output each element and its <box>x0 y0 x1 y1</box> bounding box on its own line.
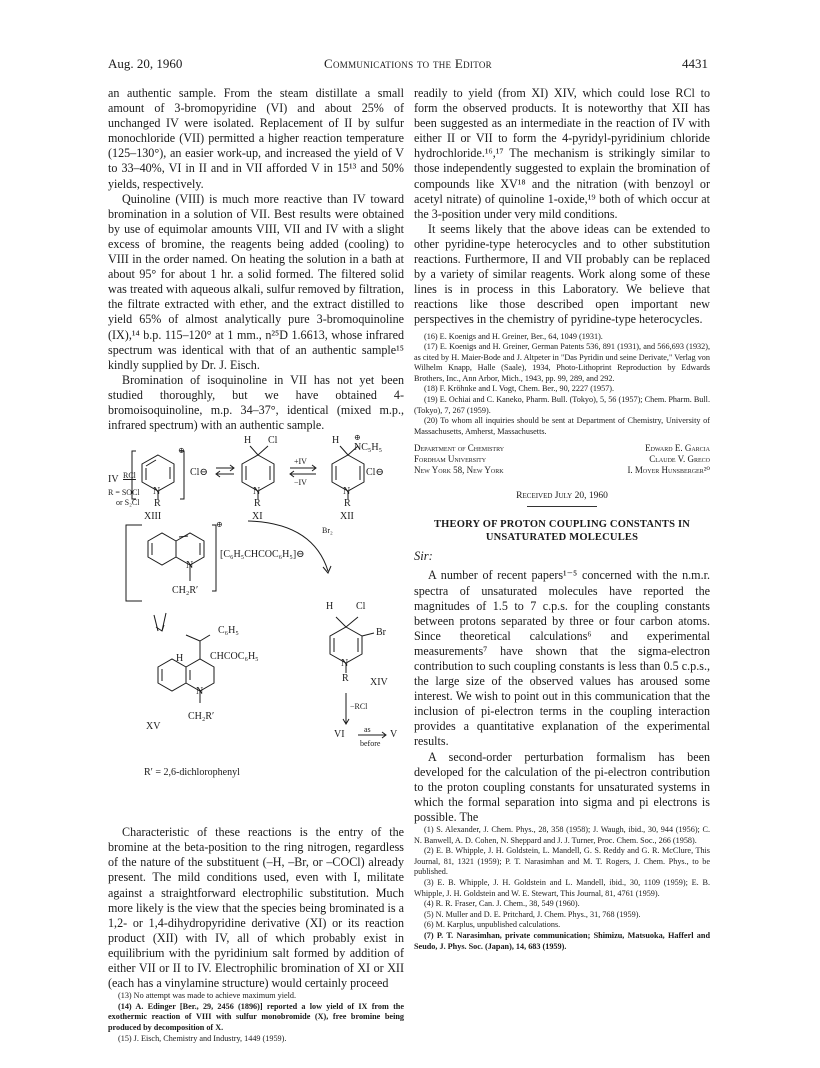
label-r: R <box>342 673 349 685</box>
section-divider <box>527 506 597 507</box>
paragraph: A number of recent papers¹⁻⁵ concerned with the n.m.r. spectra of unsaturated molecules have reported the magnitudes of 1.5 to 7 c.p.s. for the coupling constants between protons separated by three or four carbon atoms. Since theoretical calculations⁶ and experimental measurements⁷ have shown that the sigma-electron contribution to such coupling constants is less than 0.5 c.p.s., the large size of the observed values has aroused some interest. We wish to point out in this communication that the inclusion of pi-electron terms in the coupling interaction provides a quantitative explanation of the experimental results. <box>414 568 710 749</box>
label-xiv: XIV <box>370 677 388 689</box>
label-ch2r: CH₂R′ <box>172 585 199 597</box>
label-h: H <box>244 435 252 447</box>
label-br2: Br₂ <box>322 526 333 536</box>
footnote: (7) P. T. Narasimhan, private communication; Shimizu, Matsuoka, Hafferl and Seudo, J. Phys. Soc. (Japan), 14, 683 (1959). <box>414 930 710 951</box>
footnote: (5) N. Muller and D. E. Pritchard, J. Chem. Phys., 31, 768 (1959). <box>424 909 641 919</box>
label-h: H <box>326 601 334 613</box>
label-n: N <box>341 658 349 670</box>
paragraph: Bromination of isoquinoline in VII has not yet been studied thoroughly, but we have obtained 4-bromoisoquinoline, m.p. 34–37°, identical (mixed m.p., infrared spectrum) with an authentic sample. <box>108 372 404 433</box>
label-as: as <box>364 725 371 735</box>
label-chcoc6h5: CHCOC₆H₅ <box>210 651 259 663</box>
label-cl: Cl <box>356 601 366 613</box>
bracket-left <box>126 525 130 601</box>
label-xii: XII <box>340 511 354 523</box>
label-xiii: XIII <box>144 511 162 523</box>
label-plus: ⊕ <box>178 446 185 456</box>
journal-section-title: Communications to the Editor <box>324 56 492 71</box>
label-nc5h5: NC₅H₅ <box>354 442 383 454</box>
department: Department of Chemistry <box>414 443 505 454</box>
label-minus-rcl: −RCl <box>350 702 368 712</box>
footnote: (13) No attempt was made to achieve maximum yield. <box>118 991 297 1001</box>
label-r-definition-alt: or S₂Cl <box>116 498 140 508</box>
label-plus: ⊕ <box>354 433 361 443</box>
label-r: R <box>154 498 161 510</box>
label-n: N <box>153 486 161 498</box>
label-r-definition: R = SOCl <box>108 488 140 498</box>
author-name: I. Moyer Hunsberger²⁰ <box>627 465 710 476</box>
footnote: (15) J. Eisch, Chemistry and Industry, 1449 (1959). <box>118 1033 287 1043</box>
footnote: (1) S. Alexander, J. Chem. Phys., 28, 358 (1958); J. Waugh, ibid., 30, 944 (1956); C. N. Banwell, A. D. Cohen, N. Sheppard and J. J. Turner, Proc. Chem. Soc., 266 (1958). <box>414 825 710 845</box>
received-date: Received July 20, 1960 <box>516 491 608 502</box>
left-column <box>108 86 404 1044</box>
label-xi: XI <box>252 511 263 523</box>
footnotes <box>414 825 710 952</box>
footnote: (6) M. Karplus, unpublished calculations. <box>424 920 561 930</box>
university: Fordham University <box>414 454 487 465</box>
article-title: THEORY OF PROTON COUPLING CONSTANTS IN UNSATURATED MOLECULES <box>433 519 691 543</box>
footnote: (14) A. Edinger [Ber., 29, 2456 (1896)] reported a low yield of IX from the exothermic reaction of VIII with sulfur monobromide (X), free bromine being produced by decomposition of X. <box>108 1001 404 1032</box>
label-cl-minus: Cl⊖ <box>190 467 208 479</box>
label-r-prime-definition: R′ = 2,6-dichlorophenyl <box>144 767 240 779</box>
label-v: V <box>390 729 398 741</box>
label-cl: Cl <box>268 435 278 447</box>
author-name: Claude V. Greco <box>649 454 710 465</box>
footnote: (16) E. Koenigs and H. Greiner, Ber., 64, 1049 (1931). <box>424 331 603 341</box>
label-anion: [C₆H₅CHCOC₆H₅]⊖ <box>220 549 305 561</box>
reaction-scheme <box>108 433 404 821</box>
footnote: (18) F. Kröhnke and I. Vogt, Chem. Ber., 90, 2227 (1957). <box>424 384 615 394</box>
footnote: (4) R. R. Fraser, Can. J. Chem., 38, 549 (1960). <box>424 899 580 909</box>
label-vi: VI <box>334 729 345 741</box>
label-iv: IV <box>108 474 119 486</box>
running-header <box>108 56 708 74</box>
label-minus-iv: −IV <box>294 478 307 488</box>
label-h: H <box>176 653 184 665</box>
page-number: 4431 <box>682 56 708 71</box>
label-c6h5: C₆H₅ <box>218 625 239 637</box>
paragraph: an authentic sample. From the steam distillate a small amount of 3-bromopyridine (VI) and about 25% of unchanged IV were isolated. Replacement of II by sulfur monochloride (VII) permitted a higher reaction temperature (125–130°), an easier work-up, and increased the yield of V to 33–40%, VI in II and in VII afforded V in 15¹³ and 50% yields, respectively. <box>108 86 404 191</box>
label-n: N <box>196 686 204 698</box>
footnote: (17) E. Koenigs and H. Greiner, German Patents 536, 891 (1931), and 566,693 (1932), as cited by H. Maier-Bode and J. Altpeter in "Das Pyridin und seine Derivate," Verlag von Wilhelm Knapp, Halle (Saale), 1934, Photo-Lithoprint Reproduction by Edwards Brothers, Inc., Ann Arbor, Mich., 1943, pp. 99, 289, and 292. <box>414 342 710 383</box>
city: New York 58, New York <box>414 465 504 476</box>
label-r: R <box>344 498 351 510</box>
label-n: N <box>186 560 194 572</box>
footnote: (2) E. B. Whipple, J. H. Goldstein, L. Mandell, G. S. Reddy and G. R. McClure, This Journal, 81, 1321 (1959); P. T. Narasimhan and M. T. Rogers, J. Chem. Phys., to be published. <box>414 846 710 877</box>
label-br: Br <box>376 627 386 639</box>
footnote: (20) To whom all inquiries should be sent at Department of Chemistry, University of Massachusetts, Amherst, Massachusetts. <box>414 416 710 436</box>
paragraph: A second-order perturbation formalism has been developed for the calculation of the pi-electron contribution to the proton coupling constants for unsaturated systems in which the formal separation into sigma and pi electrons is possible. The <box>414 749 710 824</box>
author-name: Edward E. Garcia <box>645 443 710 454</box>
label-cl-minus: Cl⊖ <box>366 467 384 479</box>
paragraph: readily to yield (from XI) XIV, which could lose RCl to form the observed products. It is noteworthy that XII has been suggested as an intermediate in the reaction of IV with either II or VII to form the 4-pyridyl-pyridinium chloride hydrochloride.¹⁶,¹⁷ The mechanism is strikingly similar to those independently suggested to explain the bromination of compounds like XV¹⁸ and the nitration (with benzoyl or acetyl nitrate) of quinoline 1-oxide,¹⁹ both of which occur at the 3-position under very mild conditions. <box>414 86 710 221</box>
footnote: (3) E. B. Whipple, J. H. Goldstein and L. Mandell, ibid., 30, 1109 (1959); E. B. Whipple, J. H. Goldstein and W. E. Stewart, This Journal, 81, 4761 (1959). <box>414 878 710 898</box>
footnote: (19) E. Ochiai and C. Kaneko, Pharm. Bull. (Tokyo), 5, 56 (1957); Chem. Pharm. Bull. (Tokyo), 7, 267 (1959). <box>414 395 710 415</box>
label-r: R <box>254 498 261 510</box>
salutation: Sir: <box>414 549 433 564</box>
label-plus: ⊕ <box>216 520 223 530</box>
label-reagent: RCl <box>123 471 136 481</box>
paragraph: Quinoline (VIII) is much more reactive than IV toward bromination in a solution of VII. Best results were obtained by use of equimolar amounts VIII, VII and IV with a slight excess of bromine, the reagents being added (cooling) to VIII in the order named. On heating the solution in a bath at about 95° for about 1 hr. a solid formed. The filtered solid was treated with aqueous alkali, sulfur removed by filtration, the filtrate extracted with ether, and the extract distilled to yield 65% of almost analytically pure 3-bromoquinoline (IX),¹⁴ b.p. 115–120° at 1 mm., n²⁵D 1.6613, whose infrared spectrum was identical with that of an authentic sample¹⁵ kindly supplied by Dr. J. Eisch. <box>108 191 404 372</box>
label-n: N <box>253 486 261 498</box>
issue-date: Aug. 20, 1960 <box>108 56 183 71</box>
footnotes <box>108 991 404 1044</box>
label-n: N <box>343 486 351 498</box>
label-before: before <box>360 739 381 749</box>
paragraph: It seems likely that the above ideas can be extended to other pyridine-type heterocycles and to other substitution reactions. Furthermore, II and VII probably can be replaced by a variety of similar reagents. Work along some of these lines is in process in this Laboratory. We believe that reactions like those described open important new perspectives in the chemistry of pyridine-type heterocycles. <box>414 221 710 327</box>
author-affiliation <box>414 443 710 489</box>
label-plus-iv: +IV <box>294 457 307 467</box>
label-xv: XV <box>146 721 161 733</box>
label-h: H <box>332 435 340 447</box>
label-ch2r: CH₂R′ <box>188 711 215 723</box>
right-column <box>414 86 710 952</box>
footnotes <box>414 332 710 438</box>
paragraph: Characteristic of these reactions is the entry of the bromine at the beta-position to the ring nitrogen, regardless of the nature of the substituent (–H, –Br, or –COCl) already present. The mild conditions used, even with I, militate against a straightforward electrophilic substitution. Much more likely is the view that the species being brominated is a 1,2- or 1,4-dihydropyridine derivative (XI) or its reaction product (XII) with IV, all of which probably exist in equilibrium with the pyridinium salt formed by addition of either VII or II to IV. Electrophilic bromination of XI or XII (each has a vinylamine structure) would certainly proceed <box>108 825 404 991</box>
